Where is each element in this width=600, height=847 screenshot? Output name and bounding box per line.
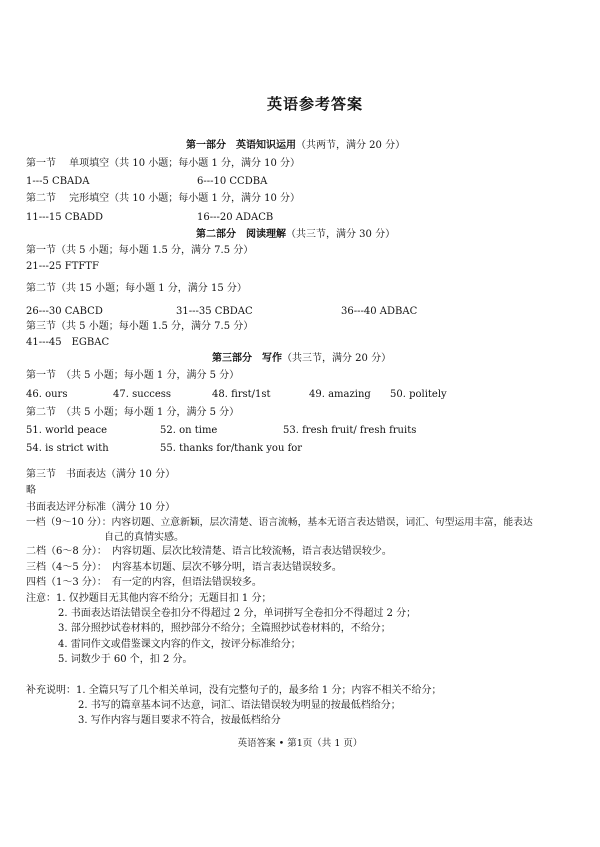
grade3: 三档（4～5 分）： 内容基本切题、层次不够分明，语言表达错误较多。 xyxy=(26,562,342,573)
omitted-note: 略 xyxy=(26,485,36,496)
answer-26-30: 26---30 CABCD xyxy=(26,306,103,317)
answer-41-45: 41---45 EGBAC xyxy=(26,337,110,348)
answer-52: 52. on time xyxy=(160,425,218,436)
answer-47: 47. success xyxy=(113,389,172,400)
answer-54: 54. is strict with xyxy=(26,443,109,454)
answer-1-5: 1---5 CBADA xyxy=(26,176,90,187)
part3-heading xyxy=(212,352,391,365)
grade1-line2: 自己的真情实感。 xyxy=(104,532,184,543)
note-2: 2. 书面表达语法错误全卷扣分不得超过 2 分，单词拼写全卷扣分不得超过 2 分； xyxy=(58,608,417,619)
answer-36-40: 36---40 ADBAC xyxy=(341,306,418,317)
scoring-criteria-heading: 书面表达评分标准（满分 10 分） xyxy=(26,502,176,513)
answer-51: 51. world peace xyxy=(26,425,108,436)
part2-heading xyxy=(196,228,395,241)
part3-section1: 第一节 （共 5 小题；每小题 1 分，满分 5 分） xyxy=(26,370,240,381)
answer-50: 50. politely xyxy=(390,389,447,400)
part1-heading-note: （共两节，满分 20 分） xyxy=(296,140,406,151)
grade1-line1: 一档（9～10 分）：内容切题、立意新颖，层次清楚、语言流畅，基本无语言表达错误，词汇、句型运用丰富，能表达 xyxy=(26,517,533,528)
answer-21-25: 21---25 FTFTF xyxy=(26,261,99,272)
note-4: 4. 雷同作文或借鉴课文内容的作文，按评分标准给分； xyxy=(58,639,301,650)
part2-section1: 第一节（共 5 小题；每小题 1.5 分，满分 7.5 分） xyxy=(26,245,254,256)
note-5: 5. 词数少于 60 个，扣 2 分。 xyxy=(58,654,193,665)
note-1: 注意：1. 仅抄题目无其他内容不给分；无题目扣 1 分； xyxy=(26,593,272,604)
part3-heading-text: 第三部分 写作 xyxy=(212,353,282,364)
answer-48: 48. first/1st xyxy=(212,389,271,400)
page-title: 英语参考答案 xyxy=(266,95,363,113)
part1-heading-text: 第一部分 英语知识运用 xyxy=(186,140,296,151)
supplement-2: 2. 书写的篇章基本词不达意，词汇、语法错误较为明显的按最低档给分； xyxy=(78,700,401,711)
part3-section2: 第二节 （共 5 小题；每小题 1 分，满分 5 分） xyxy=(26,407,240,418)
part2-heading-note: （共三节，满分 30 分） xyxy=(286,229,396,240)
supplement-1: 补充说明：1. 全篇只写了几个相关单词，没有完整句子的，最多给 1 分；内容不相关不给分； xyxy=(26,685,442,696)
part2-section3: 第三节（共 5 小题；每小题 1.5 分，满分 7.5 分） xyxy=(26,321,254,332)
answer-11-15: 11---15 CBADD xyxy=(26,212,104,223)
part2-section2: 第二节（共 15 小题；每小题 1 分，满分 15 分） xyxy=(26,283,247,294)
part2-heading-text: 第二部分 阅读理解 xyxy=(196,229,286,240)
part1-section2: 第二节 完形填空（共 10 小题；每小题 1 分，满分 10 分） xyxy=(26,193,301,204)
answer-55: 55. thanks for/thank you for xyxy=(160,443,303,454)
answer-31-35: 31---35 CBDAC xyxy=(176,306,253,317)
page-footer: 英语答案 • 第1页（共 1 页） xyxy=(237,738,363,749)
grade4: 四档（1～3 分）： 有一定的内容，但语法错误较多。 xyxy=(26,577,262,588)
part1-heading xyxy=(186,139,405,152)
supplement-3: 3. 写作内容与题目要求不符合，按最低档给分 xyxy=(78,715,281,726)
part3-section3: 第三节 书面表达（满分 10 分） xyxy=(26,469,176,480)
part1-section1: 第一节 单项填空（共 10 小题；每小题 1 分，满分 10 分） xyxy=(26,158,301,169)
grade2: 二档（6～8 分）： 内容切题、层次比较清楚、语言比较流畅，语言表达错误较少。 xyxy=(26,546,392,557)
answer-49: 49. amazing xyxy=(309,389,371,400)
note-3: 3. 部分照抄试卷材料的，照抄部分不给分；全篇照抄试卷材料的，不给分； xyxy=(58,623,391,634)
part3-heading-note: （共三节，满分 20 分） xyxy=(282,353,392,364)
answer-6-10: 6---10 CCDBA xyxy=(197,176,268,187)
answer-16-20: 16---20 ADACB xyxy=(197,212,274,223)
answer-46: 46. ours xyxy=(26,389,68,400)
answer-53: 53. fresh fruit/ fresh fruits xyxy=(283,425,417,436)
